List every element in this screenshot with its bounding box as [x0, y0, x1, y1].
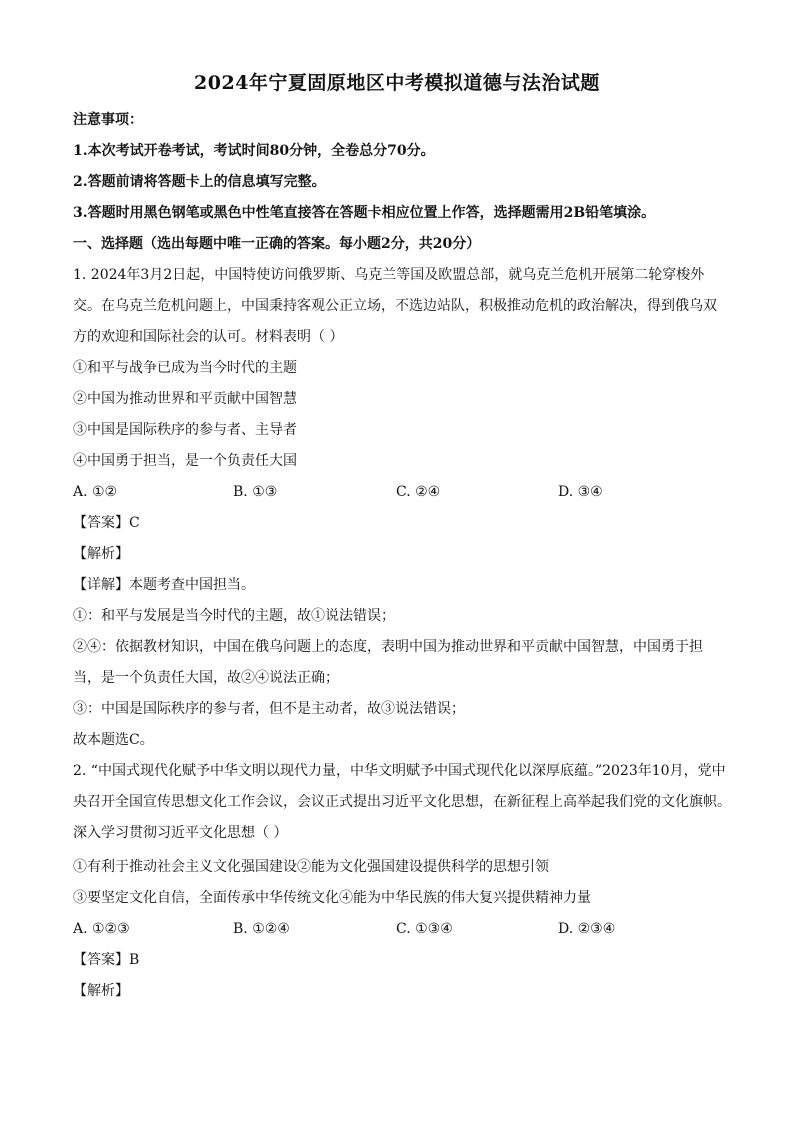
notice-heading: 注意事项： [73, 112, 143, 128]
q1-statement: ④中国勇于担当，是一个负责任大国 [73, 453, 297, 469]
notice-1: 1.本次考试开卷考试，考试时间80分钟，全卷总分70分。 [73, 143, 435, 159]
notice-3: 3.答题时用黑色钢笔或黑色中性笔直接答在答题卡相应位置上作答，选择题需用2B铅笔填涂。 [73, 205, 656, 221]
q2-option-a: A. ①②③ [73, 921, 130, 937]
q1-analysis-label: 【解析】 [73, 546, 129, 562]
q2-stem-line: 央召开全国宣传思想文化工作会议，会议正式提出习近平文化思想，在新征程上高举起我们党的文化旗帜。 [73, 794, 731, 810]
section-heading: 一、选择题（选出每题中唯一正确的答案。每小题2分，共20分） [73, 236, 481, 252]
q1-option-b: B. ①③ [233, 484, 278, 500]
notice-2: 2.答题前请将答题卡上的信息填写完整。 [73, 174, 326, 190]
q2-stem-line: 2. “中国式现代化赋予中华文明以现代力量，中华文明赋予中国式现代化以深厚底蕴。”2023年10月，党中 [73, 763, 726, 779]
q2-option-d: D. ②③④ [558, 921, 616, 937]
q1-detail-line: 当，是一个负责任大国，故②④说法正确； [73, 670, 339, 686]
q1-stem-line: 方的欢迎和国际社会的认可。材料表明（ ） [73, 329, 344, 345]
q1-option-a: A. ①② [73, 484, 118, 500]
q2-stem-line: 深入学习贯彻习近平文化思想（ ） [73, 825, 288, 841]
q1-detail-line: ③：中国是国际秩序的参与者，但不是主动者，故③说法错误； [73, 701, 465, 717]
q1-option-c: C. ②④ [396, 484, 441, 500]
q1-statement: ②中国为推动世界和平贡献中国智慧 [73, 391, 297, 407]
q1-stem-line: 交。在乌克兰危机问题上，中国秉持客观公正立场，不选边站队，积极推动危机的政治解决，得到俄乌双 [73, 298, 717, 314]
q2-statement: ①有利于推动社会主义文化强国建设②能为文化强国建设提供科学的思想引领 [73, 859, 549, 875]
q1-detail-line: ②④：依据教材知识，中国在俄乌问题上的态度，表明中国为推动世界和平贡献中国智慧，中国勇于担 [73, 639, 703, 655]
q1-detail-line: ①：和平与发展是当今时代的主题，故①说法错误； [73, 608, 395, 624]
q2-statement: ③要坚定文化自信，全面传承中华传统文化④能为中华民族的伟大复兴提供精神力量 [73, 890, 591, 906]
q2-analysis-label: 【解析】 [73, 983, 129, 999]
q1-answer: 【答案】C [73, 515, 140, 531]
q1-detail-line: 【详解】本题考查中国担当。 [73, 577, 255, 593]
q2-option-b: B. ①②④ [233, 921, 290, 937]
q1-stem-line: 1. 2024年3月2日起，中国特使访问俄罗斯、乌克兰等国及欧盟总部，就乌克兰危机开展第二轮穿梭外 [73, 267, 705, 283]
page-title: 2024年宁夏固原地区中考模拟道德与法治试题 [194, 72, 600, 94]
q1-statement: ①和平与战争已成为当今时代的主题 [73, 360, 297, 376]
q1-statement: ③中国是国际秩序的参与者、主导者 [73, 422, 297, 438]
q1-detail-line: 故本题选C。 [73, 732, 154, 748]
q2-option-c: C. ①③④ [396, 921, 453, 937]
q2-answer: 【答案】B [73, 952, 140, 968]
q1-option-d: D. ③④ [558, 484, 603, 500]
